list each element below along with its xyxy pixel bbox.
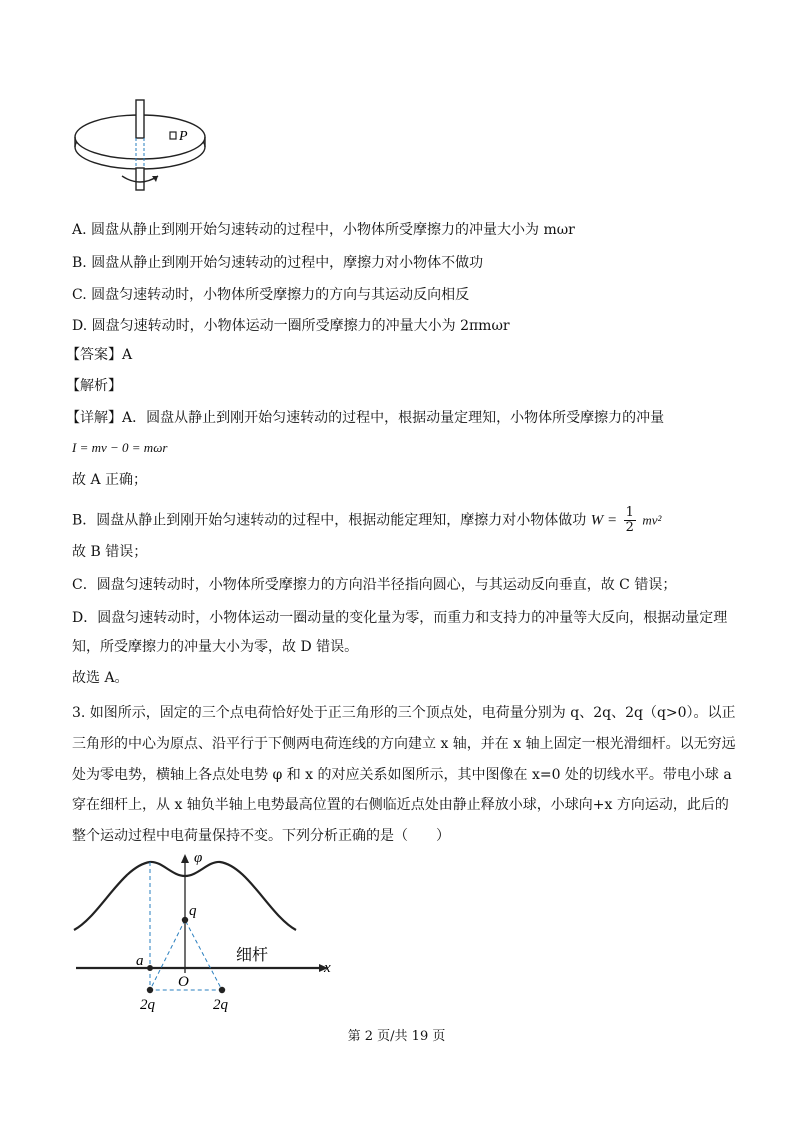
detail-line-d1: D．圆盘匀速转动时，小物体运动一圈动量的变化量为零，而重力和支持力的冲量等大反向，根据动量定理 — [72, 610, 728, 626]
conclusion-b: 故 B 错误； — [72, 544, 148, 560]
phi-axis-arrow-icon — [181, 854, 189, 863]
object-p — [170, 132, 176, 139]
detail-line-b-text: B．圆盘从静止到刚开始匀速转动的过程中，根据动能定理知，摩擦力对小物体做功 — [72, 512, 587, 529]
detail-line-d2: 知，所受摩擦力的冲量大小为零，故 D 错误。 — [72, 639, 359, 655]
question3-line-5: 整个运动过程中电荷量保持不变。下列分析正确的是（ ） — [72, 828, 450, 844]
option-a: A. 圆盘从静止到刚开始匀速转动的过程中，小物体所受摩擦力的冲量大小为 mωr — [72, 222, 575, 238]
x-label: x — [324, 960, 331, 976]
formula-work-left: W = — [590, 512, 618, 529]
detail-line-1: 【详解】A．圆盘从静止到刚开始匀速转动的过程中，根据动量定理知，小物体所受摩擦力的冲量 — [66, 410, 665, 426]
axle — [136, 100, 144, 138]
rod-label: 细杆 — [236, 945, 269, 964]
fraction-numerator: 1 — [625, 505, 634, 520]
charge-2q-right-label: 2q — [213, 997, 228, 1013]
detail-line-c: C．圆盘匀速转动时，小物体所受摩擦力的方向沿半径指向圆心，与其运动反向垂直，故 C 错误； — [72, 577, 677, 593]
formula-impulse: I = mv − 0 = mωr — [72, 440, 168, 455]
ball-a-label: a — [136, 953, 144, 969]
question3-line-3: 处为零电势，横轴上各点处电势 φ 和 x 的对应关系如图所示，其中图像在 x=0 处的切线水平。带电小球 a — [72, 767, 732, 783]
fraction-denominator: 2 — [625, 520, 634, 535]
question3-line-4: 穿在细杆上，从 x 轴负半轴上电势最高位置的右侧临近点处由静止释放小球，小球向+x 方向运动，此后的 — [72, 797, 729, 813]
charge-2q-right — [219, 987, 225, 993]
conclusion-a: 故 A 正确； — [72, 472, 148, 488]
detail-line-b — [72, 506, 733, 535]
question3-line-2: 三角形的中心为原点、沿平行于下侧两电荷连线的方向建立 x 轴，并在 x 轴上固定一根光滑细杆。以无穷远 — [72, 736, 736, 752]
charge-2q-left — [147, 987, 153, 993]
charge-q-label: q — [189, 903, 197, 919]
origin-label: O — [178, 974, 189, 990]
rotating-disk-figure — [70, 92, 220, 192]
formula-work-right: mv² — [642, 512, 662, 528]
analysis-heading: 【解析】 — [66, 378, 122, 394]
page-footer: 第 2 页/共 19 页 — [347, 1029, 446, 1044]
final-answer: 故选 A。 — [72, 670, 129, 686]
option-b: B. 圆盘从静止到刚开始匀速转动的过程中，摩擦力对小物体不做功 — [72, 255, 484, 271]
phi-label: φ — [194, 850, 203, 866]
potential-figure — [70, 848, 340, 1018]
option-c: C. 圆盘匀速转动时，小物体所受摩擦力的方向与其运动反向相反 — [72, 287, 470, 303]
answer: 【答案】A — [66, 347, 133, 363]
formula-work-fraction — [624, 506, 636, 535]
charge-2q-left-label: 2q — [140, 997, 155, 1013]
ball-a — [147, 965, 153, 971]
charge-q — [182, 917, 188, 923]
question3-line-1: 3. 如图所示，固定的三个点电荷恰好处于正三角形的三个顶点处，电荷量分别为 q、2q、2q（q>0）。以正 — [72, 705, 736, 721]
label-p: P — [179, 129, 188, 144]
option-d: D. 圆盘匀速转动时，小物体运动一圈所受摩擦力的冲量大小为 2πmωr — [72, 318, 510, 334]
